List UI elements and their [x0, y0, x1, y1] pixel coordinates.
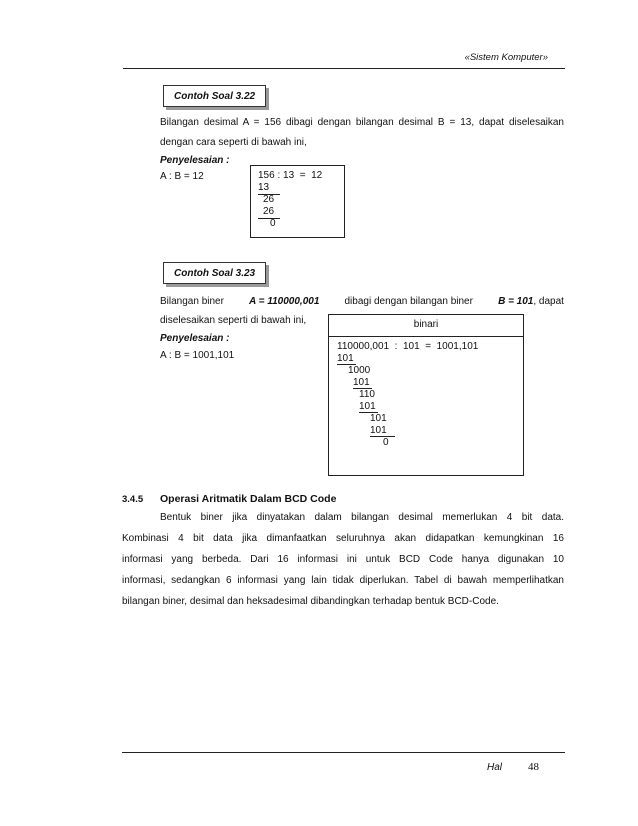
calc-line: 0: [383, 437, 389, 448]
division-box-3-22: [250, 165, 345, 238]
example2-result: A : B = 1001,101: [160, 350, 235, 361]
paragraph-line: bilangan biner, desimal dan heksadesimal dibandingkan terhadap bentuk BCD-Code.: [122, 596, 499, 607]
calc-line: 1000: [348, 365, 371, 376]
example2-value-a: A = 110000,001: [249, 296, 320, 307]
section-number: 3.4.5: [122, 494, 144, 505]
page-number: 48: [528, 761, 539, 773]
example2-text-line1: [160, 296, 564, 307]
header-rule: [123, 68, 565, 69]
section-title: Operasi Aritmatik Dalam BCD Code: [160, 493, 337, 505]
section-paragraph: [122, 507, 564, 612]
example-badge-3-23: Contoh Soal 3.23: [163, 262, 266, 284]
calc-line: 156 : 13 = 12: [258, 170, 323, 181]
example2-intro-prefix: Bilangan biner: [160, 296, 224, 307]
example1-solution-label: Penyelesaian :: [160, 155, 230, 166]
calc-line: 101: [353, 377, 370, 388]
running-header: «Sistem Komputer»: [464, 52, 548, 63]
calc-line: 101: [359, 401, 376, 412]
example2-intro-suffix: , dapat: [533, 296, 564, 307]
calc-line: 13: [258, 182, 270, 193]
paragraph-line: informasi yang berbeda. Dari 16 informasi ini untuk BCD Code hanya digunakan 10: [122, 554, 564, 565]
paragraph-line: Kombinasi 4 bit data jika dimanfaatkan seluruhnya akan didapatkan kemungkinan 16: [122, 533, 564, 544]
table-header-rule: [329, 336, 523, 337]
calc-underline: [258, 218, 280, 219]
calc-line: 110000,001 : 101 = 1001,101: [337, 341, 479, 352]
calc-line: 26: [263, 206, 275, 217]
example1-text-line2: dengan cara seperti di bawah ini,: [160, 137, 307, 148]
calc-line: 0: [270, 218, 276, 229]
example-badge-3-22: Contoh Soal 3.22: [163, 85, 266, 107]
footer-rule: [122, 752, 565, 753]
example2-solution-label: Penyelesaian :: [160, 333, 230, 344]
example1-text-line1: Bilangan desimal A = 156 dibagi dengan bilangan desimal B = 13, dapat diselesaikan: [160, 117, 564, 128]
paragraph-line: Bentuk biner jika dinyatakan dalam bilangan desimal memerlukan 4 bit data.: [160, 512, 564, 523]
example2-text-line2: diselesaikan seperti di bawah ini,: [160, 315, 307, 326]
paragraph-line: informasi, sedangkan 6 informasi yang lain tidak diperlukan. Tabel di bawah memperlihatkan: [122, 575, 564, 586]
example2-intro-mid: dibagi dengan bilangan biner: [344, 296, 473, 307]
calc-line: 101: [337, 353, 354, 364]
calc-line: 110: [359, 389, 375, 400]
division-table-3-23: [328, 314, 524, 476]
example1-result: A : B = 12: [160, 171, 204, 182]
calc-line: 26: [263, 194, 275, 205]
footer-label: Hal: [487, 762, 503, 773]
calc-line: 101: [370, 413, 387, 424]
table-header: binari: [413, 319, 439, 330]
calc-line: 101: [370, 425, 387, 436]
example2-value-b: B = 101: [498, 296, 534, 307]
